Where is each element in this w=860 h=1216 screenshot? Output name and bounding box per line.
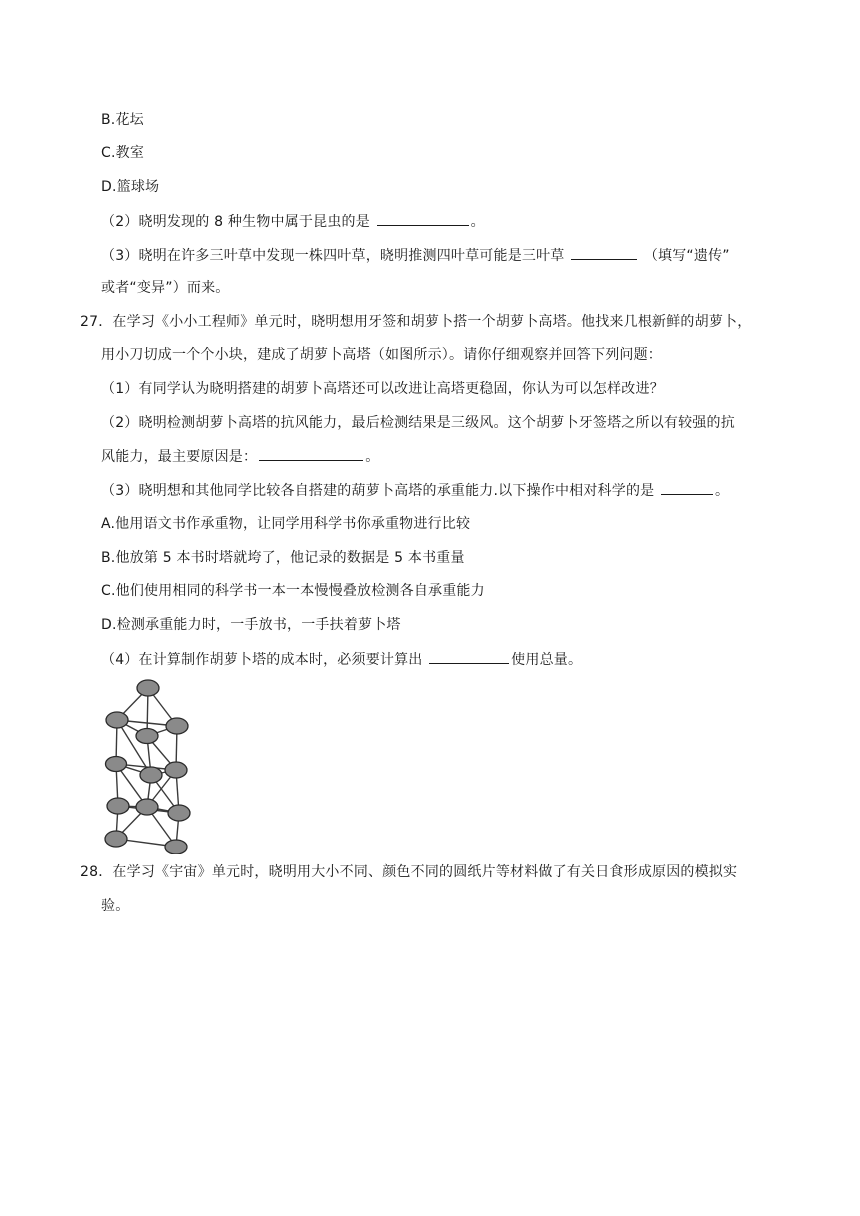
carrot-node (107, 798, 129, 814)
q27-sub2-answer-blank[interactable] (259, 446, 363, 461)
q27-sub2-text: 风能力，最主要原因是： (101, 449, 258, 465)
q26-sub2-answer-blank[interactable] (377, 211, 469, 226)
q26-sub3 (101, 245, 730, 266)
q26-option-d: D.篮球场 (101, 179, 160, 195)
q27-stem-line2: 用小刀切成一个个小块，建成了胡萝卜高塔（如图所示）。请你仔细观察并回答下列问题： (101, 347, 662, 363)
q26-sub2-text: （2）晓明发现的 8 种生物中属于昆虫的是 (101, 214, 370, 230)
q26-sub2 (101, 211, 485, 232)
q28-stem-text: 在学习《宇宙》单元时，晓明用大小不同、颜色不同的圆纸片等材料做了有关日食形成原因的模拟实 (112, 864, 738, 880)
q26-sub2-suffix: 。 (470, 214, 485, 230)
carrot-node (106, 757, 127, 772)
q28-stem-line1 (80, 862, 737, 882)
q27-stem-text: 在学习《小小工程师》单元时，晓明想用牙签和胡萝卜搭一个胡萝卜高塔。他找来几根新鲜的胡萝卜， (112, 314, 752, 330)
q27-sub3-suffix: 。 (715, 483, 730, 499)
q26-sub3-suffix: （填写“遗传” (643, 248, 730, 264)
q27-sub4-suffix: 使用总量。 (511, 652, 583, 668)
q27-sub3-text: （3）晓明想和其他同学比较各自搭建的葫萝卜高塔的承重能力.以下操作中相对科学的是 (101, 483, 655, 499)
q27-sub4 (101, 649, 582, 670)
q27-sub4-answer-blank[interactable] (429, 649, 509, 664)
q27-sub1: （1）有同学认为晓明搭建的胡萝卜高塔还可以改进让高塔更稳固，你认为可以怎样改进？ (101, 381, 664, 397)
q27-stem-line1 (80, 312, 751, 332)
q27-sub2-suffix: 。 (365, 449, 380, 465)
q27-option-b: B.他放第 5 本书时塔就垮了，他记录的数据是 5 本书重量 (101, 550, 465, 566)
carrot-node (136, 799, 158, 815)
carrot-node (140, 767, 162, 783)
q27-number: 27． (80, 314, 113, 330)
q27-sub4-text: （4）在计算制作胡萝卜塔的成本时，必须要计算出 (101, 652, 423, 668)
q28-number: 28． (80, 864, 113, 880)
carrot-node (136, 729, 158, 744)
carrot-node (165, 840, 187, 854)
carrot-node (168, 805, 190, 821)
q27-sub3-answer-blank[interactable] (661, 480, 713, 495)
q26-option-b: B.花坛 (101, 112, 144, 128)
carrot-node (106, 712, 128, 728)
q27-sub3 (101, 480, 729, 501)
carrot-node (166, 718, 188, 734)
carrot-node (105, 831, 127, 847)
q27-option-d: D.检测承重能力时，一手放书，一手扶着萝卜塔 (101, 617, 401, 633)
carrot-toothpick-tower-figure (100, 676, 192, 854)
carrot-node (137, 680, 159, 696)
q27-option-c: C.他们使用相同的科学书一本一本慢慢叠放检测各自承重能力 (101, 583, 485, 599)
q26-sub3-answer-blank[interactable] (571, 245, 637, 260)
carrot-node (165, 762, 187, 778)
q26-sub3-text: （3）晓明在许多三叶草中发现一株四叶草，晓明推测四叶草可能是三叶草 (101, 248, 565, 264)
q27-sub2-line2 (101, 446, 379, 467)
q26-sub3-continuation: 或者“变异”）而来。 (101, 280, 230, 296)
q27-sub2-line1: （2）晓明检测胡萝卜高塔的抗风能力，最后检测结果是三级风。这个胡萝卜牙签塔之所以有较强的抗 (101, 415, 735, 431)
q26-option-c: C.教室 (101, 145, 145, 161)
q28-stem-line2: 验。 (101, 898, 130, 914)
q27-option-a: A.他用语文书作承重物，让同学用科学书你承重物进行比较 (101, 516, 471, 532)
